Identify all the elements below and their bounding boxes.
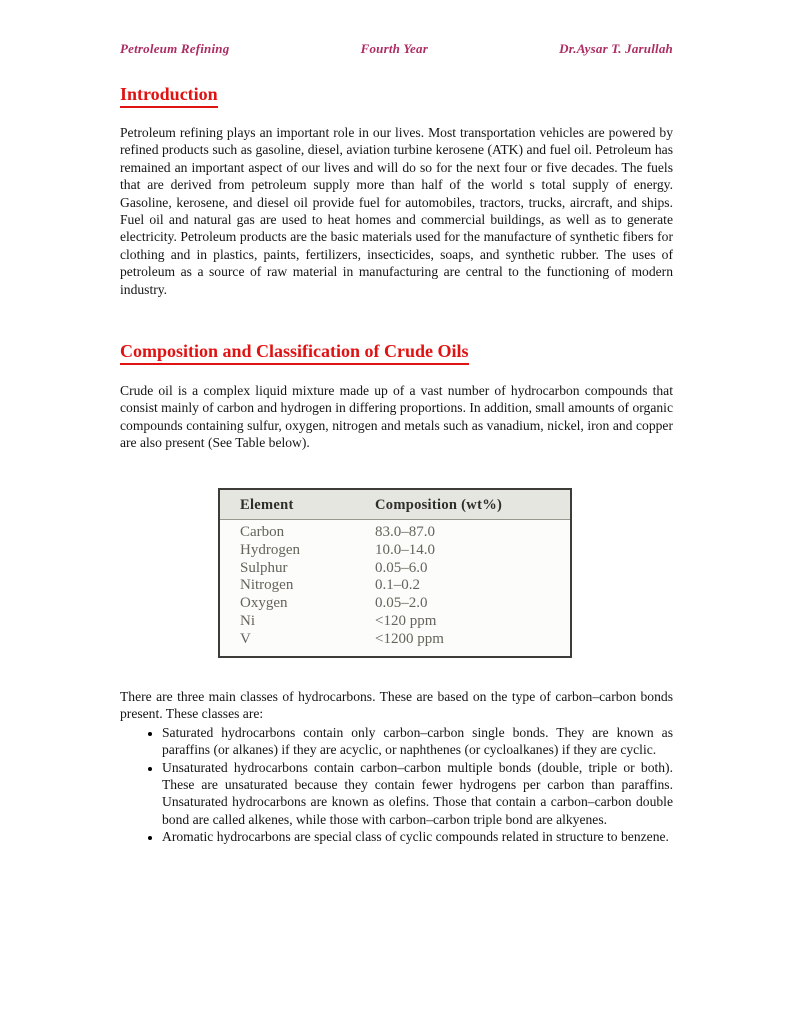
page-header	[120, 41, 673, 57]
composition-heading: Composition and Classification of Crude Oils	[120, 341, 469, 365]
introduction-heading: Introduction	[120, 84, 218, 108]
list-item-unsaturated: • Unsaturated hydrocarbons contain carbon–carbon multiple bonds (double, triple or both). These are unsaturated because they contain fewer hydrogens per carbon than paraffins. Unsaturated hydrocarbons are known as olefins. Those that contain a carbon–carbon double bond are called alkenes, while those with carbon–carbon triple bond are alkyenes.	[162, 759, 673, 829]
table-body	[220, 520, 570, 656]
table-row	[240, 542, 570, 560]
element-cell: Ni	[240, 612, 255, 629]
column-header-element: Element	[240, 497, 294, 513]
element-cell: Hydrogen	[240, 541, 300, 558]
value-cell: <1200 ppm	[375, 630, 444, 647]
hydrocarbon-classes-section	[120, 688, 673, 846]
element-cell: V	[240, 630, 251, 647]
element-cell: Sulphur	[240, 559, 288, 576]
table-header-row	[220, 490, 570, 520]
element-cell: Nitrogen	[240, 577, 294, 594]
table-row	[240, 631, 570, 649]
header-year: Fourth Year	[360, 41, 428, 56]
table-row	[240, 560, 570, 578]
table-row	[240, 524, 570, 542]
classes-intro-paragraph: There are three main classes of hydrocarbons. These are based on the type of carbon–carbon bonds present. These classes are:	[120, 689, 673, 722]
value-cell: 83.0–87.0	[375, 524, 435, 540]
element-cell: Oxygen	[240, 595, 288, 612]
element-cell: Carbon	[240, 524, 285, 540]
column-header-composition: Composition (wt%)	[375, 497, 503, 513]
table-row	[240, 595, 570, 613]
composition-paragraph: Crude oil is a complex liquid mixture made up of a vast number of hydrocarbon compounds that consist mainly of carbon and hydrogen in differing proportions. In addition, small amounts of organic compounds containing sulfur, oxygen, nitrogen and metals such as vanadium, nickel, iron and copper are also present (See Table below).	[120, 383, 673, 451]
crude-oil-composition-table	[218, 488, 572, 658]
list-item-saturated: • Saturated hydrocarbons contain only carbon–carbon single bonds. They are known as paraffins (or alkanes) if they are acyclic, or naphthenes (or cycloalkanes) if they are cyclic.	[162, 724, 673, 759]
header-instructor: Dr.Aysar T. Jarullah	[559, 41, 673, 56]
value-cell: 0.1–0.2	[375, 577, 420, 594]
header-course-title: Petroleum Refining	[120, 41, 230, 56]
value-cell: <120 ppm	[375, 612, 437, 629]
value-cell: 0.05–6.0	[375, 559, 428, 576]
table-row	[240, 577, 570, 595]
hydrocarbon-classes-list	[120, 724, 673, 846]
introduction-paragraph: Petroleum refining plays an important role in our lives. Most transportation vehicles are powered by refined products such as gasoline, diesel, aviation turbine kerosene (ATK) and fuel oil. Petroleum has remained an important aspect of our lives and will do so for the next four or five decades. The fuels that are derived from petroleum supply more than half of the world s total supply of energy. Gasoline, kerosene, and diesel oil provide fuel for automobiles, tractors, trucks, aircraft, and ships. Fuel oil and natural gas are used to heat homes and commercial buildings, as well as to generate electricity. Petroleum products are the basic materials used for the manufacture of synthetic fibers for clothing and in plastics, paints, fertilizers, insecticides, soaps, and synthetic rubber. The uses of petroleum as a source of raw material in manufacturing are central to the functioning of modern industry.	[120, 125, 673, 297]
list-item-aromatic: • Aromatic hydrocarbons are special class of cyclic compounds related in structure to benzene.	[162, 828, 673, 845]
value-cell: 10.0–14.0	[375, 541, 435, 558]
table-row	[240, 613, 570, 631]
value-cell: 0.05–2.0	[375, 595, 428, 612]
